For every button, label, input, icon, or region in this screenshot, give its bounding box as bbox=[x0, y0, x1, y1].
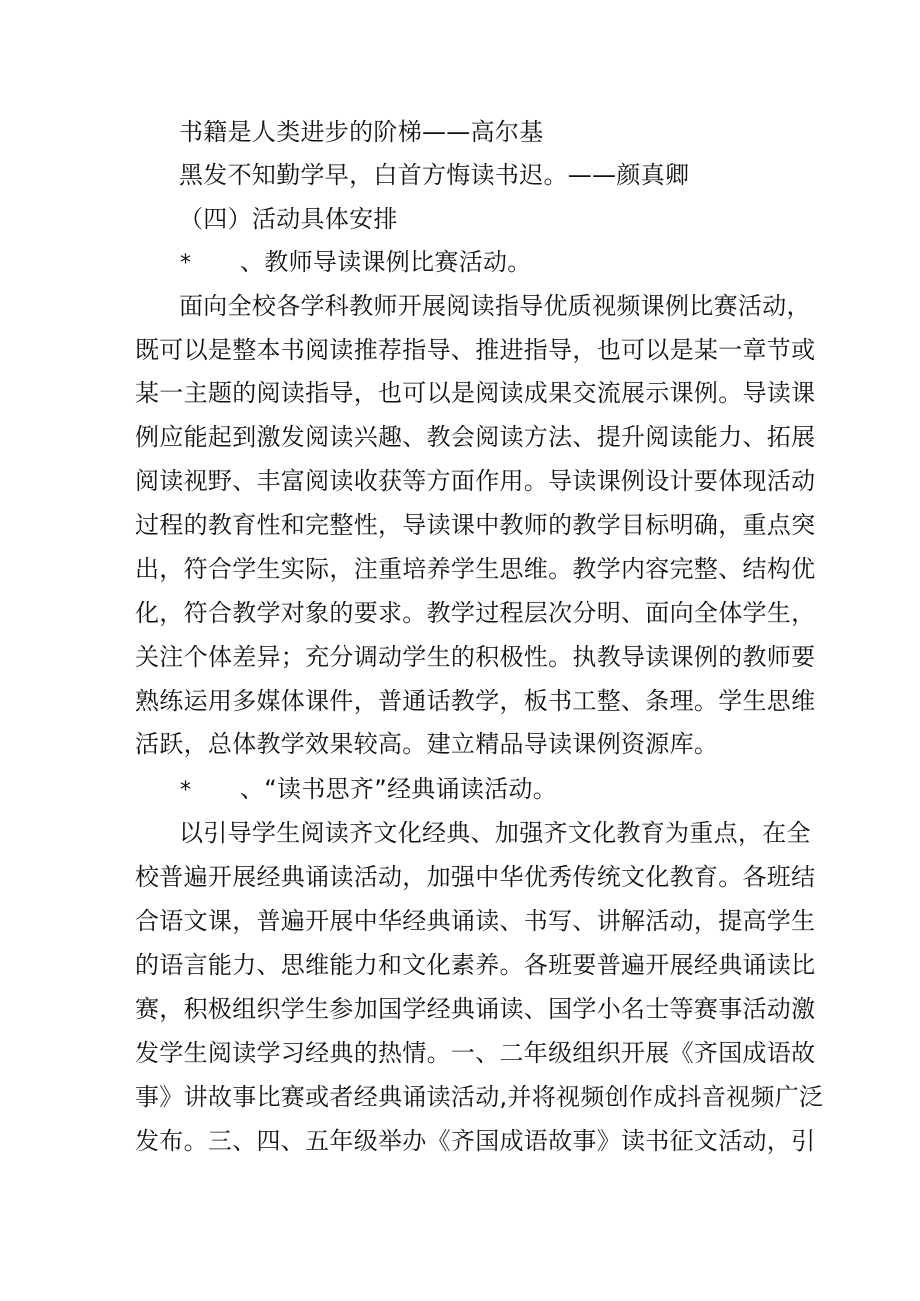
quote-line: 书籍是人类进步的阶梯——高尔基 bbox=[179, 118, 544, 146]
paragraph-line: 赛，积极组织学生参加国学经典诵读、国学小名士等赛事活动激 bbox=[135, 995, 816, 1023]
paragraph-line: 发学生阅读学习经典的热情。一、二年级组织开展《齐国成语故 bbox=[135, 1039, 816, 1067]
paragraph-line: 例应能起到激发阅读兴趣、教会阅读方法、提升阅读能力、拓展 bbox=[135, 423, 816, 451]
quote-line: 黑发不知勤学早，白首方悔读书迟。——颜真卿 bbox=[179, 161, 690, 189]
paragraph-line: 阅读视野、丰富阅读收获等方面作用。导读课例设计要体现活动 bbox=[135, 467, 816, 495]
paragraph-line: 出，符合学生实际，注重培养学生思维。教学内容完整、结构优 bbox=[135, 555, 816, 583]
paragraph-line: 活跃，总体教学效果较高。建立精品导读课例资源库。 bbox=[135, 730, 719, 758]
paragraph-line: 化，符合教学对象的要求。教学过程层次分明、面向全体学生， bbox=[135, 599, 816, 627]
paragraph-line: 关注个体差异；充分调动学生的积极性。执教导读课例的教师要 bbox=[135, 643, 816, 671]
paragraph-line: 合语文课，普遍开展中华经典诵读、书写、讲解活动，提高学生 bbox=[135, 907, 816, 935]
paragraph-line: 发布。三、四、五年级举办《齐国成语故事》读书征文活动，引 bbox=[135, 1127, 816, 1155]
paragraph-line: 过程的教育性和完整性，导读课中教师的教学目标明确，重点突 bbox=[135, 511, 816, 539]
item-title: 、“读书思齐”经典诵读活动。 bbox=[240, 775, 558, 803]
section-heading: （四）活动具体安排 bbox=[179, 205, 398, 233]
bullet-marker: * bbox=[180, 778, 191, 803]
paragraph-line: 事》讲故事比赛或者经典诵读活动,并将视频创作成抖音视频广泛 bbox=[135, 1083, 824, 1111]
paragraph-line: 面向全校各学科教师开展阅读指导优质视频课例比赛活动， bbox=[179, 292, 811, 320]
paragraph-line: 校普遍开展经典诵读活动，加强中华优秀传统文化教育。各班结 bbox=[135, 863, 816, 891]
paragraph-line: 以引导学生阅读齐文化经典、加强齐文化教育为重点，在全 bbox=[179, 819, 811, 847]
paragraph-line: 既可以是整本书阅读推荐指导、推进指导，也可以是某一章节或 bbox=[135, 336, 816, 364]
paragraph-line: 某一主题的阅读指导，也可以是阅读成果交流展示课例。导读课 bbox=[135, 379, 816, 407]
item-title: 、教师导读课例比赛活动。 bbox=[240, 248, 532, 276]
paragraph-line: 熟练运用多媒体课件，普通话教学，板书工整、条理。学生思维 bbox=[135, 687, 816, 715]
paragraph-line: 的语言能力、思维能力和文化素养。各班要普遍开展经典诵读比 bbox=[135, 951, 816, 979]
bullet-marker: * bbox=[180, 251, 191, 276]
